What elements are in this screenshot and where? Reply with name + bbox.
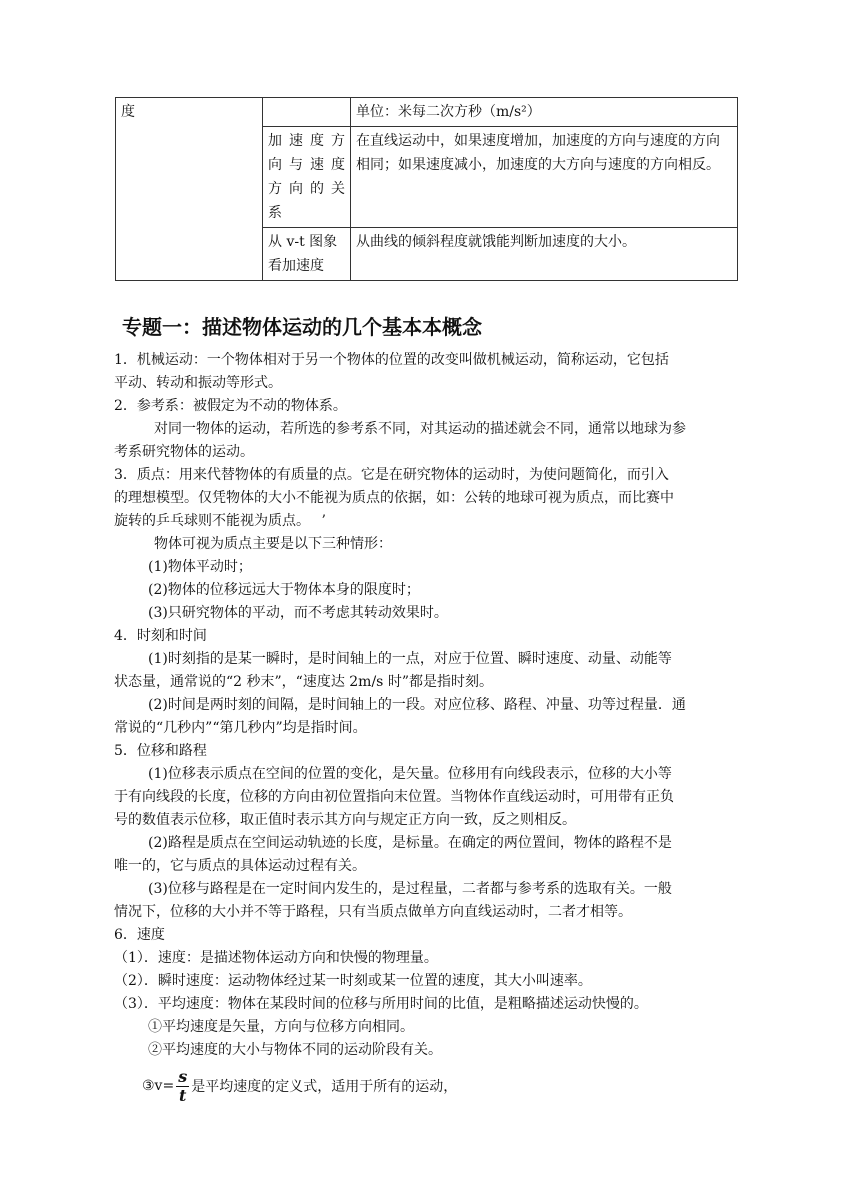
table-cell-relation-label [263,127,351,228]
text-line: 物体可视为质点主要是以下三种情形： [154,536,392,552]
fraction-numerator: s [178,1066,188,1086]
text-line: 的理想模型。仅凭物体的大小不能视为质点的依据，如：公转的地球可视为质点，而比赛中 [114,490,674,506]
table-row [116,98,738,127]
text-line: 5．位移和路程 [114,743,207,759]
text-line: (2)物体的位移远远大于物体本身的限度时； [148,582,420,598]
text-line: 1．机械运动：一个物体相对于另一个物体的位置的改变叫做机械运动，简称运动，它包括 [114,352,669,368]
text-line: 状态量，通常说的“2 秒末”，“速度达 2m/s 时”都是指时刻。 [114,674,493,690]
table-cell-vt-text: 从曲线的倾斜程度就饿能判断加速度的大小。 [351,228,738,281]
table-cell-relation-text: 在直线运动中，如果速度增加，加速度的方向与速度的方向相同；如果速度减小，加速度的大方向与速度的方向相反。 [351,127,738,228]
text-line: （3）．平均速度：物体在某段时间的位移与所用时间的比值，是粗略描述运动快慢的。 [114,996,648,1012]
acceleration-table [115,97,738,281]
table-cell-unit: 单位：米每二次方秒（m/s²） [351,98,738,127]
section-heading: 专题一：描述物体运动的几个基本本概念 [122,315,482,339]
text-line: (3)只研究物体的平动，而不考虑其转动效果时。 [148,605,448,621]
table-cell-vt-label [263,228,351,281]
text-line: （1）．速度：是描述物体运动方向和快慢的物理量。 [114,950,438,966]
cell-line: 加速度方 [268,133,345,149]
text-line: (2)路程是质点在空间运动轨迹的长度，是标量。在确定的两位置间，物体的路程不是 [148,835,672,851]
text-line: （2）．瞬时速度：运动物体经过某一时刻或某一位置的速度，其大小叫速率。 [114,973,592,989]
text-line: 常说的“几秒内”“第几秒内”均是指时间。 [114,720,367,736]
text-line: 对同一物体的运动，若所选的参考系不同，对其运动的描述就会不同，通常以地球为参 [154,421,686,437]
text-line: (1)位移表示质点在空间的位置的变化，是矢量。位移用有向线段表示，位移的大小等 [148,766,672,782]
text-line: ②平均速度的大小与物体不同的运动阶段有关。 [148,1042,442,1058]
formula-line [114,1062,734,1110]
cell-line: 方向的关 [268,181,345,197]
text-line: (3)位移与路程是在一定时间内发生的，是过程量，二者都与参考系的选取有关。一般 [148,881,672,897]
text-line: 平动、转动和振动等形式。 [114,375,282,391]
text-line: 于有向线段的长度，位移的方向由初位置指向末位置。当物体作直线运动时，可用带有正负 [114,789,674,805]
cell-line: 从 v-t 图象 [268,234,338,250]
text-line: (1)物体平动时； [148,559,252,575]
text-line: 6．速度 [114,927,165,943]
text-line: 考系研究物体的运动。 [114,444,254,460]
formula-prefix: ③v= [142,1078,175,1094]
text-line: 3．质点：用来代替物体的有质量的点。它是在研究物体的运动时，为使问题简化，而引入 [114,467,669,483]
document-body [114,349,734,1110]
text-line: 2．参考系：被假定为不动的物体系。 [114,398,347,414]
fraction [176,1068,189,1105]
text-line: (1)时刻指的是某一瞬时，是时间轴上的一点，对应于位置、瞬时速度、动量、动能等 [148,651,672,667]
text-line: 号的数值表示位移，取正值时表示其方向与规定正方向一致，反之则相反。 [114,812,576,828]
cell-line: 向与速度 [268,157,345,173]
cell-line: 看加速度 [268,258,324,274]
text-line: 唯一的，它与质点的具体运动过程有关。 [114,858,366,874]
text-line: (2)时间是两时刻的间隔，是时间轴上的一段。对应位移、路程、冲量、功等过程量．通 [148,697,686,713]
cell-line: 系 [268,205,282,221]
table-cell-term: 度 [116,98,263,281]
text-line: 旋转的乒乓球则不能视为质点。 ’ [114,513,326,529]
formula-suffix: 是平均速度的定义式，适用于所有的运动， [191,1079,458,1095]
text-line: 情况下，位移的大小并不等于路程，只有当质点做单方向直线运动时，二者才相等。 [114,904,632,920]
text-line: 4．时刻和时间 [114,628,207,644]
table-cell-empty [263,98,351,127]
text-line: ①平均速度是矢量，方向与位移方向相同。 [148,1019,414,1035]
fraction-denominator: t [179,1085,187,1105]
